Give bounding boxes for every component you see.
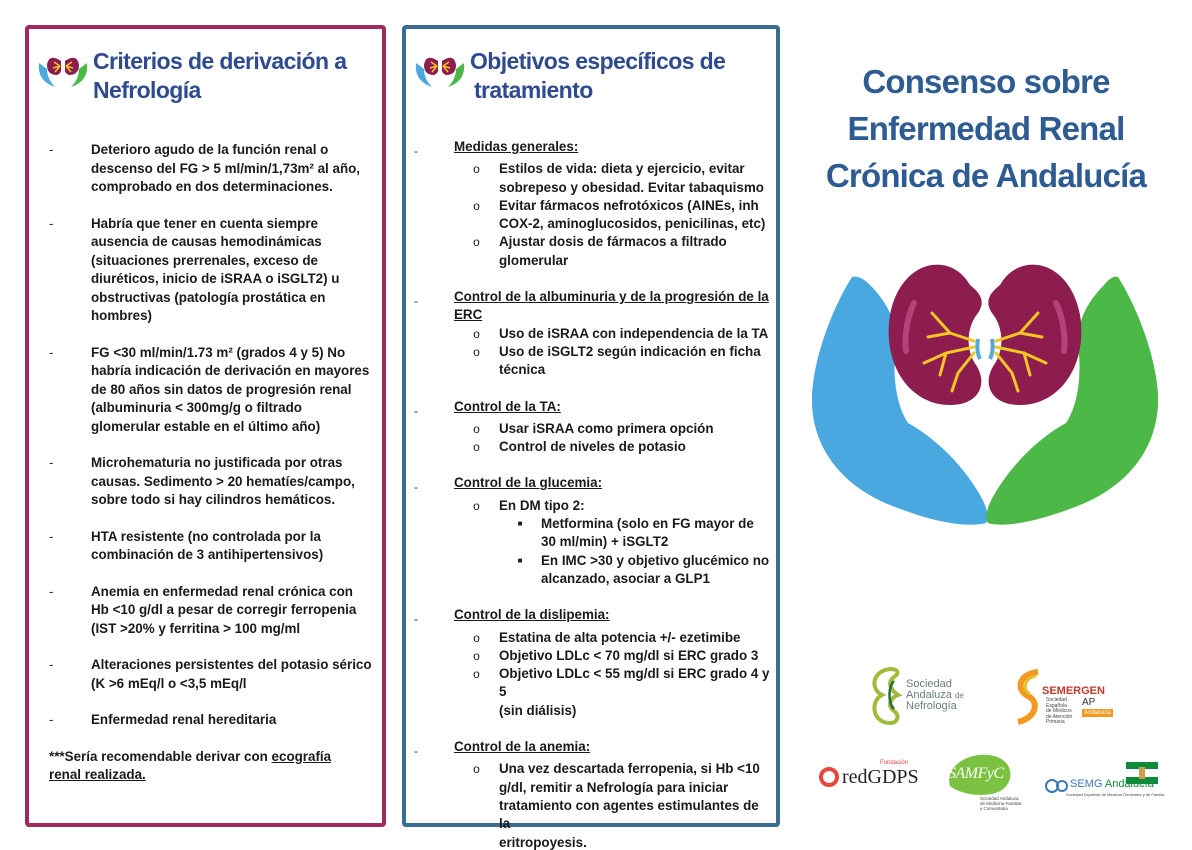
semergen-logo-icon (1012, 668, 1044, 726)
derivation-criteria-panel (25, 25, 386, 827)
section-glycemia: - Control de la glucemia: (414, 475, 603, 495)
list-item: - Habría que tener en cuenta siempre ausencia de causas hemodinámicas (situaciones prerrenales, exceso de diuréticos, inicio de iSRAA o iSGLT2) u obstructivas (patología prostática en hombres) (49, 215, 340, 323)
list-item: - HTA resistente (no controlada por la combinación de 3 antihipertensivos) (49, 528, 324, 562)
section-albuminuria: - Control de la albuminuria y de la progresión de la ERC (414, 289, 769, 323)
logo-sociedad-andaluza-nefrologia: Sociedad Andaluza de Nefrología (868, 665, 988, 727)
list-item: - Anemia en enfermedad renal crónica con Hb <10 g/dl a pesar de corregir ferropenia (IST >20% y ferritina > 100 mg/ml (49, 583, 357, 636)
section-general-measures: - Medidas generales: (414, 139, 579, 158)
list-item: o Evitar fármacos nefrotóxicos (AINEs, inh COX-2, aminoglucosidos, penicilinas, etc) (473, 197, 766, 232)
logo-semg-andalucia: SEMG Andalucía Sociedad Española de Médicos Generales y de Familia (1044, 762, 1160, 806)
list-item: o Estatina de alta potencia +/- ezetimibe (473, 629, 741, 645)
list-item: o Uso de iSRAA con independencia de la TA (473, 325, 769, 341)
panel-header (412, 47, 725, 105)
list-item: - Enfermedad renal hereditaria (49, 712, 277, 727)
recommendation-note: ***Sería recomendable derivar con ecografía renal realizada. (49, 748, 332, 782)
treatment-objectives-panel (402, 25, 780, 850)
list-item: o Una vez descartada ferropenia, si Hb <10 g/dl, remitir a Nefrología para iniciar tratamiento con agentes estimulantes de la eritropoyesis. (473, 761, 760, 850)
list-item: - Microhematuria no justificada por otras causas. Sedimento > 20 hematíes/campo, sobre todo si hay cilindros hemáticos. (49, 455, 355, 507)
list-item: o Ajustar dosis de fármacos a filtrado glomerular (473, 234, 727, 268)
panel-title-line1: Objetivos específicos de (470, 48, 726, 74)
list-item: - Alteraciones persistentes del potasio sérico (K >6 mEq/l o <3,5 mEq/l (49, 657, 372, 691)
kidney-hands-icon (412, 51, 468, 91)
logo-samfyc: SAMFyC Sociedad Andaluza de Medicina Familiar y Comunitaria (944, 752, 1024, 820)
list-item: o Uso de iSGLT2 según indicación en ficha técnica (473, 343, 761, 378)
panel-header (35, 47, 346, 105)
section-dyslipidemia: - Control de la dislipemia: (414, 607, 610, 627)
logo-redgdps: Fundación redGDPS (818, 760, 918, 790)
section-anemia: - Control de la anemia: (414, 739, 591, 759)
kidney-hands-icon (35, 51, 91, 91)
list-subitem: ■ En IMC >30 y objetivo glucémico no alcanzado, asociar a GLP1 (517, 552, 770, 586)
list-item: o Usar iSRAA como primera opción (473, 420, 714, 436)
section-blood-pressure: - Control de la TA: (414, 398, 561, 418)
list-item: o Objetivo LDLc < 55 mg/dl si ERC grado 4 y 5 (sin diálisis) (473, 666, 770, 718)
list-item: o Estilos de vida: dieta y ejercicio, evitar sobrepeso y obesidad. Evitar tabaquismo (473, 161, 764, 195)
panel-title-line1: Criterios de derivación a (93, 48, 347, 74)
redgdps-logo-icon (818, 766, 840, 788)
cover-title: Consenso sobre Enfermedad Renal Crónica de Andalucía (825, 63, 1147, 194)
kidney-hands-illustration (800, 255, 1172, 555)
list-item: o Objetivo LDLc < 70 mg/dl si ERC grado 3 (473, 647, 759, 663)
panel-title-line2: Nefrología (93, 77, 201, 103)
list-item: o En DM tipo 2: (473, 497, 585, 513)
list-item: - FG <30 ml/min/1.73 m² (grados 4 y 5) No habría indicación de derivación en mayores de 80 años sin datos de progresión renal (albuminuria < 300mg/g o filtrado glomerular estable en el último año) (49, 344, 370, 434)
list-item: o Control de niveles de potasio (473, 439, 686, 455)
criteria-list (49, 141, 374, 785)
panel-title-line2: tratamiento (474, 77, 593, 103)
list-subitem: ■ Metformina (solo en FG mayor de 30 ml/min) + iSGLT2 (517, 516, 754, 550)
objectives-list (414, 138, 770, 850)
list-item: - Deterioro agudo de la función renal o descenso del FG > 5 ml/min/1,73m² al año, comprobado en dos determinaciones. (49, 142, 361, 194)
logo-semergen: SEMERGEN AP Andalucía Sociedad Española de Médicos de Atención Primaria (1012, 668, 1122, 728)
